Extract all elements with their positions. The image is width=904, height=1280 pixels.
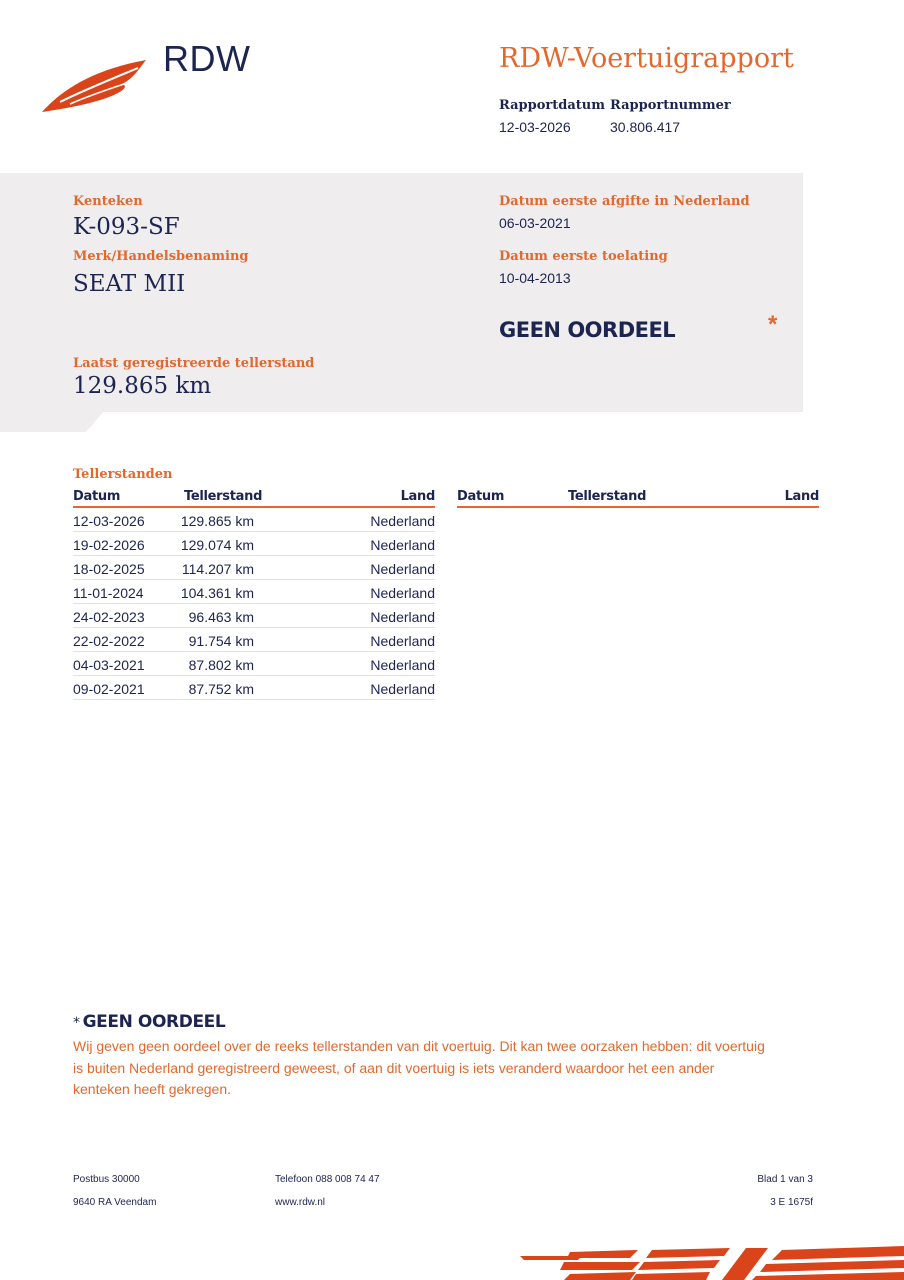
column-header-reading: Tellerstand (184, 489, 263, 504)
cell-country: Nederland (370, 681, 435, 697)
column-header-country: Land (784, 489, 819, 504)
rdw-logo-icon (40, 56, 150, 116)
cell-date: 12-03-2026 (73, 513, 145, 529)
readings-rows (73, 508, 435, 700)
verdict-text: GEEN OORDEEL (499, 318, 676, 342)
plate-label: Kenteken (73, 194, 143, 209)
table-row (73, 628, 435, 652)
cell-reading: 87.802 km (188, 657, 254, 673)
footer-phone: Telefoon 088 008 74 47 (275, 1174, 380, 1185)
cell-reading: 104.361 km (180, 585, 254, 601)
cell-reading: 129.074 km (180, 537, 254, 553)
cell-country: Nederland (370, 585, 435, 601)
table-row (73, 652, 435, 676)
footnote-heading (73, 1012, 225, 1032)
readings-table-left (73, 487, 435, 700)
cell-date: 18-02-2025 (73, 561, 145, 577)
table-row (73, 556, 435, 580)
summary-panel-tab (0, 411, 104, 432)
cell-reading: 87.752 km (188, 681, 254, 697)
footnote-text: Wij geven geen oordeel over de reeks tellerstanden van dit voertuig. Dit kan twee oorzaken hebben: dit voertuig is buiten Nederland geregistreerd geweest, of aan dit voertuig is iets veranderd waardoor het een ander kenteken heeft gekregen. (73, 1038, 765, 1097)
cell-date: 04-03-2021 (73, 657, 145, 673)
table-row (73, 580, 435, 604)
brand-value: SEAT MII (73, 271, 186, 297)
last-odometer-label: Laatst geregistreerde tellerstand (73, 356, 315, 371)
cell-country: Nederland (370, 561, 435, 577)
footer-page-number: Blad 1 van 3 (757, 1174, 813, 1185)
first-issue-nl-label: Datum eerste afgifte in Nederland (499, 194, 750, 209)
readings-title: Tellerstanden (73, 467, 173, 482)
last-odometer-value: 129.865 km (73, 373, 212, 399)
footnote-marker: * (73, 1015, 80, 1031)
table-row (73, 676, 435, 700)
column-header-date: Datum (457, 489, 505, 504)
table-row (73, 532, 435, 556)
footnote-title: GEEN OORDEEL (82, 1012, 226, 1032)
table-row (73, 604, 435, 628)
report-title: RDW-Voertuigrapport (499, 43, 794, 74)
table-row (73, 508, 435, 532)
column-header-country: Land (400, 489, 435, 504)
column-header-date: Datum (73, 489, 121, 504)
first-issue-nl-value: 06-03-2021 (499, 215, 571, 231)
cell-reading: 129.865 km (180, 513, 254, 529)
footer-address-line1: Postbus 30000 (73, 1174, 140, 1185)
brand-label: Merk/Handelsbenaming (73, 249, 249, 264)
cell-country: Nederland (370, 633, 435, 649)
cell-date: 19-02-2026 (73, 537, 145, 553)
cell-country: Nederland (370, 513, 435, 529)
first-admission-value: 10-04-2013 (499, 270, 571, 286)
cell-country: Nederland (370, 537, 435, 553)
readings-table-right (457, 487, 819, 508)
report-date-value: 12-03-2026 (499, 119, 571, 135)
cell-date: 09-02-2021 (73, 681, 145, 697)
cell-date: 24-02-2023 (73, 609, 145, 625)
report-number-label: Rapportnummer (610, 98, 731, 113)
cell-reading: 114.207 km (181, 561, 254, 577)
cell-date: 11-01-2024 (73, 585, 144, 601)
footer-website[interactable]: www.rdw.nl (275, 1197, 326, 1208)
cell-reading: 91.754 km (188, 633, 254, 649)
table-header (73, 487, 435, 508)
cell-reading: 96.463 km (188, 609, 254, 625)
report-number-value: 30.806.417 (610, 119, 681, 135)
logo-text: RDW (163, 38, 251, 79)
cell-country: Nederland (370, 657, 435, 673)
footer-document-code: 3 E 1675f (770, 1197, 813, 1208)
report-date-label: Rapportdatum (499, 98, 605, 113)
first-admission-label: Datum eerste toelating (499, 249, 668, 264)
verdict-footnote-marker: * (768, 311, 778, 338)
plate-value: K-093-SF (73, 214, 180, 240)
cell-country: Nederland (370, 609, 435, 625)
footer-stripes-graphic (520, 1246, 904, 1280)
table-header (457, 487, 819, 508)
cell-date: 22-02-2022 (73, 633, 145, 649)
footer-address-line2: 9640 RA Veendam (73, 1197, 157, 1208)
column-header-reading: Tellerstand (568, 489, 647, 504)
